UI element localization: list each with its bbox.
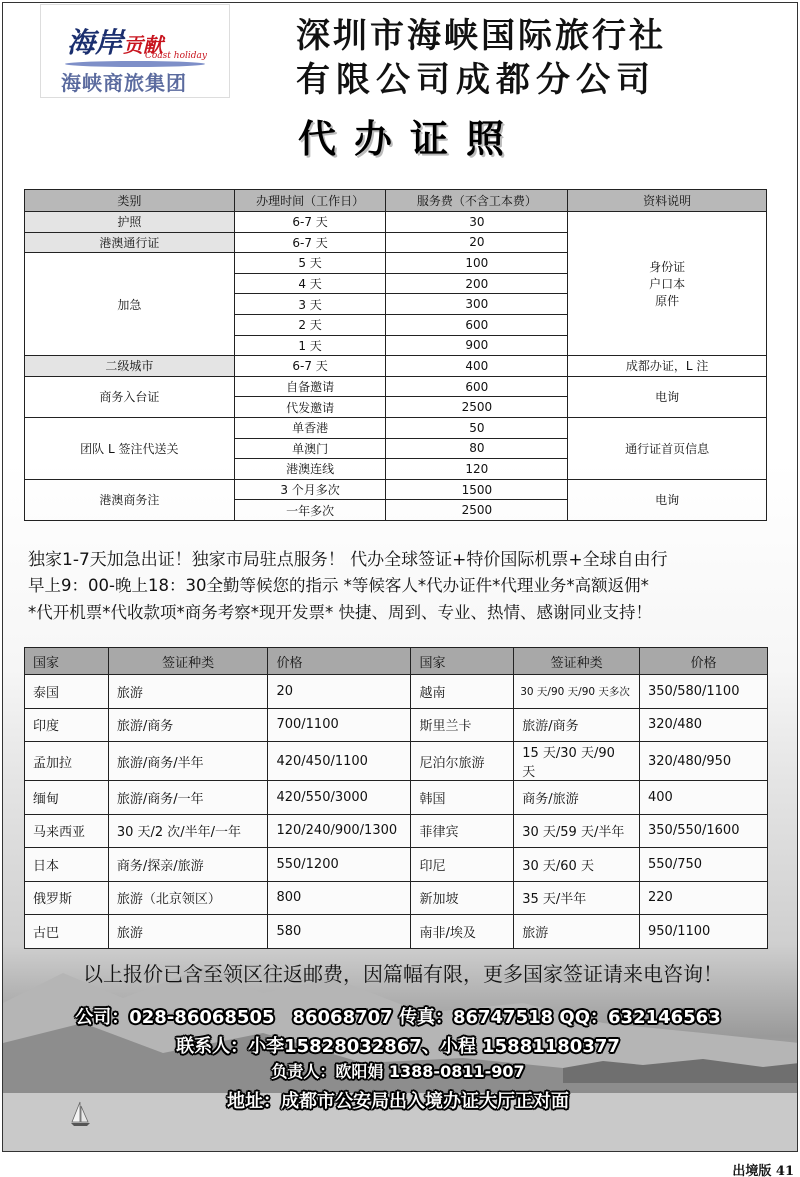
cell-country: 南非/埃及	[411, 915, 514, 949]
cell-category: 护照	[25, 212, 235, 233]
cell-country: 越南	[411, 675, 514, 709]
cell-country: 尼泊尔旅游	[411, 742, 514, 781]
cell-time: 自备邀请	[234, 376, 386, 397]
cell-visa-type: 30 天/60 天	[514, 848, 640, 882]
cell-fee: 120	[386, 459, 568, 480]
promo-line-2: 早上9：00-晚上18：30全勤等候您的指示 *等候客人*代办证件*代理业务*高额返佣*	[28, 576, 649, 595]
cell-price: 350/550/1600	[640, 814, 768, 848]
cell-time: 2 天	[234, 314, 386, 335]
col-header-category: 类别	[25, 190, 235, 212]
cell-country: 印尼	[411, 848, 514, 882]
table-row	[25, 881, 768, 915]
company-name-line2: 有限公司成都分公司	[296, 60, 656, 100]
cell-country: 印度	[25, 708, 109, 742]
cell-fee: 900	[386, 335, 568, 356]
cell-country: 菲律宾	[411, 814, 514, 848]
cell-visa-type: 30 天/59 天/半年	[514, 814, 640, 848]
cell-time: 5 天	[234, 253, 386, 274]
cell-time: 1 天	[234, 335, 386, 356]
cell-price: 420/450/1100	[268, 742, 411, 781]
cell-fee: 200	[386, 273, 568, 294]
doc-item: 户口本	[649, 277, 686, 292]
cell-time: 港澳连线	[234, 459, 386, 480]
cell-fee: 1500	[386, 479, 568, 500]
cell-price: 220	[640, 881, 768, 915]
table-row	[25, 915, 768, 949]
cell-fee: 2500	[386, 500, 568, 521]
cell-category: 港澳商务注	[25, 479, 235, 520]
doc-item: 原件	[655, 294, 680, 309]
cell-visa-type: 30 天/90 天/90 天多次	[514, 675, 640, 709]
doc-item: 身份证	[649, 260, 686, 275]
col-header-time: 办理时间（工作日）	[234, 190, 386, 212]
cell-category: 商务入台证	[25, 376, 235, 417]
contact-address-line: 地址：成都市公安局出入境办证大厅正对面	[227, 1091, 569, 1112]
logo-red-text: 贡献	[123, 33, 164, 57]
cell-fee: 600	[386, 376, 568, 397]
contact-persons-line: 联系人：小李15828032867、小程 15881180377	[176, 1036, 620, 1057]
page-footer	[732, 1160, 794, 1177]
cell-visa-type: 旅游	[108, 915, 268, 949]
contact-phone-line: 公司：028-86068505 86068707 传真：86747518 QQ：632146563	[75, 1007, 721, 1028]
cell-category: 团队 L 签注代送关	[25, 417, 235, 479]
cell-price: 20	[268, 675, 411, 709]
cell-price: 120/240/900/1300	[268, 814, 411, 848]
cell-fee: 600	[386, 314, 568, 335]
cell-country: 新加坡	[411, 881, 514, 915]
service-title: 代办证照	[298, 117, 523, 161]
cell-docs: 电询	[568, 376, 767, 417]
col-header-country: 国家	[25, 648, 109, 675]
cell-docs	[568, 212, 767, 356]
cell-fee: 300	[386, 294, 568, 315]
table-row	[25, 742, 768, 781]
cell-country: 韩国	[411, 781, 514, 815]
contact-manager-line: 负责人：欧阳娟 1388-0811-907	[271, 1062, 525, 1081]
cell-price: 550/750	[640, 848, 768, 882]
cell-price: 400	[640, 781, 768, 815]
cell-fee: 2500	[386, 397, 568, 418]
cell-country: 泰国	[25, 675, 109, 709]
cell-time: 一年多次	[234, 500, 386, 521]
cell-country: 缅甸	[25, 781, 109, 815]
sailboat-icon	[70, 1100, 92, 1128]
cell-price: 350/580/1100	[640, 675, 768, 709]
cell-country: 斯里兰卡	[411, 708, 514, 742]
cell-time: 单香港	[234, 417, 386, 438]
cell-visa-type: 商务/旅游	[514, 781, 640, 815]
cell-category: 港澳通行证	[25, 232, 235, 253]
cell-country: 孟加拉	[25, 742, 109, 781]
cell-price: 320/480/950	[640, 742, 768, 781]
table-row	[25, 356, 767, 377]
cell-visa-type: 旅游	[108, 675, 268, 709]
page-number: 41	[775, 1164, 794, 1177]
cell-time: 代发邀请	[234, 397, 386, 418]
cell-visa-type: 旅游/商务	[108, 708, 268, 742]
visa-price-table	[24, 647, 768, 949]
cell-fee: 400	[386, 356, 568, 377]
cell-time: 3 个月多次	[234, 479, 386, 500]
cell-fee: 20	[386, 232, 568, 253]
cell-country: 古巴	[25, 915, 109, 949]
table-row	[25, 708, 768, 742]
cell-visa-type: 旅游/商务/一年	[108, 781, 268, 815]
cell-fee: 100	[386, 253, 568, 274]
cell-price: 550/1200	[268, 848, 411, 882]
cell-price: 320/480	[640, 708, 768, 742]
logo-group-name: 海峡商旅集团	[61, 71, 187, 95]
cell-docs: 成都办证，L 注	[568, 356, 767, 377]
cell-visa-type: 35 天/半年	[514, 881, 640, 915]
cell-visa-type: 旅游/商务	[514, 708, 640, 742]
cell-visa-type: 15 天/30 天/90 天	[514, 742, 640, 781]
section-name: 出境版	[732, 1164, 772, 1177]
cell-category: 二级城市	[25, 356, 235, 377]
promo-line-1: 独家1-7天加急出证！独家市局驻点服务！ 代办全球签证+特价国际机票+全球自由行	[28, 550, 668, 570]
document-service-table	[24, 189, 767, 521]
col-header-country: 国家	[411, 648, 514, 675]
cell-fee: 50	[386, 417, 568, 438]
table-row	[25, 417, 767, 438]
cell-price: 580	[268, 915, 411, 949]
table-row	[25, 814, 768, 848]
cell-fee: 80	[386, 438, 568, 459]
company-logo	[40, 4, 230, 98]
logo-subtitle: Coast holiday	[145, 51, 207, 61]
table-row	[25, 781, 768, 815]
cell-category: 加急	[25, 253, 235, 356]
cell-docs: 通行证首页信息	[568, 417, 767, 479]
col-header-fee: 服务费（不含工本费）	[386, 190, 568, 212]
table-row	[25, 848, 768, 882]
col-header-docs: 资料说明	[568, 190, 767, 212]
cell-visa-type: 旅游	[514, 915, 640, 949]
cell-visa-type: 30 天/2 次/半年/一年	[108, 814, 268, 848]
cell-time: 3 天	[234, 294, 386, 315]
cell-price: 420/550/3000	[268, 781, 411, 815]
table-row	[25, 675, 768, 709]
col-header-visa-type: 签证种类	[108, 648, 268, 675]
col-header-visa-type: 签证种类	[514, 648, 640, 675]
logo-main-text: 海岸贡献	[67, 26, 164, 59]
cell-time: 6-7 天	[234, 232, 386, 253]
cell-visa-type: 商务/探亲/旅游	[108, 848, 268, 882]
cell-time: 单澳门	[234, 438, 386, 459]
promo-line-3: *代开机票*代收款项*商务考察*现开发票* 快捷、周到、专业、热情、感谢同业支持！	[28, 603, 652, 622]
col-header-price: 价格	[640, 648, 768, 675]
cell-visa-type: 旅游/商务/半年	[108, 742, 268, 781]
table-row	[25, 376, 767, 397]
table-header-row	[25, 648, 768, 675]
cell-country: 俄罗斯	[25, 881, 109, 915]
price-note: 以上报价已含至领区往返邮费，因篇幅有限，更多国家签证请来电咨询！	[83, 962, 723, 986]
cell-country: 日本	[25, 848, 109, 882]
cell-price: 800	[268, 881, 411, 915]
cell-visa-type: 旅游（北京领区）	[108, 881, 268, 915]
cell-docs: 电询	[568, 479, 767, 520]
cell-country: 马来西亚	[25, 814, 109, 848]
table-row	[25, 212, 767, 233]
company-name-line1: 深圳市海峡国际旅行社	[296, 16, 666, 56]
cell-time: 6-7 天	[234, 356, 386, 377]
table-header-row	[25, 190, 767, 212]
cell-price: 950/1100	[640, 915, 768, 949]
cell-time: 6-7 天	[234, 212, 386, 233]
cell-time: 4 天	[234, 273, 386, 294]
cell-price: 700/1100	[268, 708, 411, 742]
cell-fee: 30	[386, 212, 568, 233]
table-row	[25, 479, 767, 500]
col-header-price: 价格	[268, 648, 411, 675]
